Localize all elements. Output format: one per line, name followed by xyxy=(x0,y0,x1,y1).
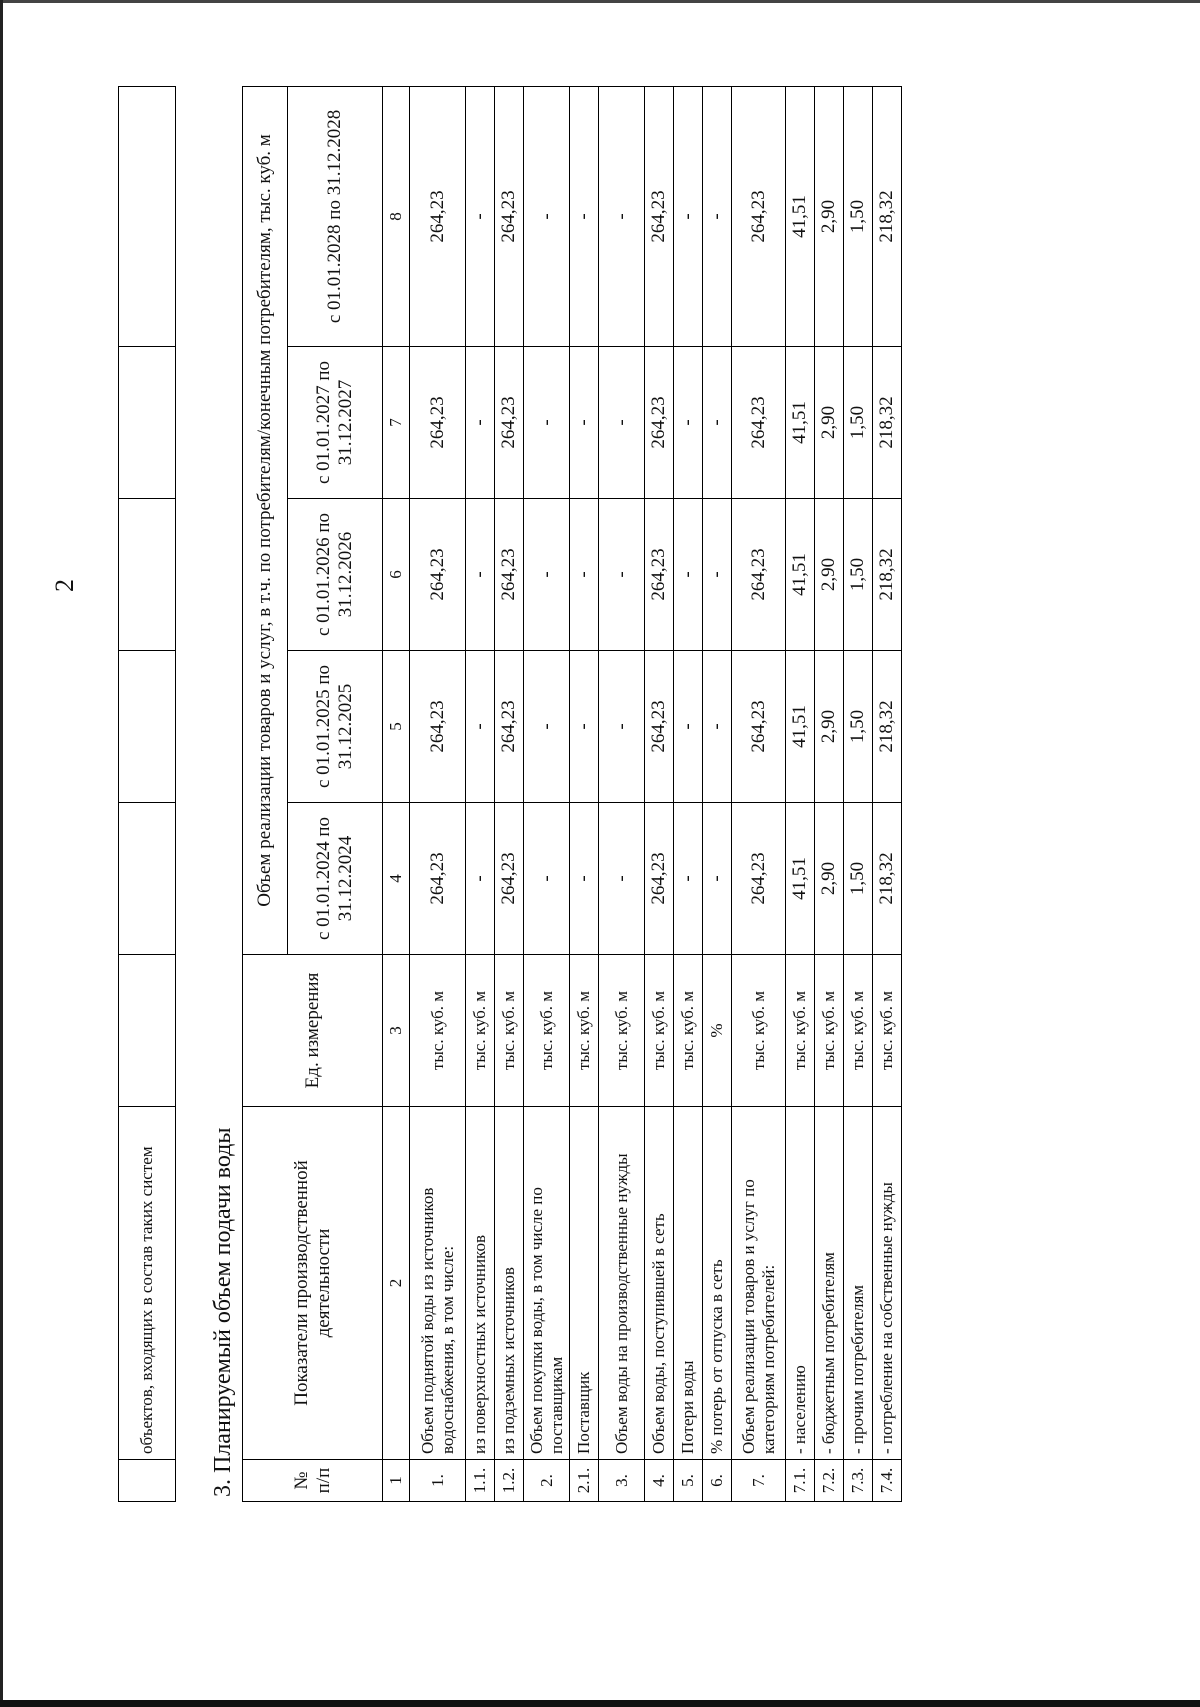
row-value: - xyxy=(466,86,495,346)
col-number: 4 xyxy=(383,802,410,954)
row-value: - xyxy=(570,802,599,954)
row-value: 264,23 xyxy=(732,650,786,802)
row-value: - xyxy=(524,86,570,346)
row-value: 264,23 xyxy=(732,346,786,498)
row-value: 264,23 xyxy=(410,802,466,954)
top-cell-empty xyxy=(119,803,176,955)
row-num: 5. xyxy=(674,1460,703,1502)
row-value: - xyxy=(466,650,495,802)
top-cell-text: объектов, входящих в состав таких систем xyxy=(119,1107,176,1460)
row-num: 7.1. xyxy=(786,1460,815,1502)
header-period: с 01.01.2026 по 31.12.2026 xyxy=(288,498,383,650)
table-row xyxy=(815,86,844,1501)
col-number: 5 xyxy=(383,650,410,802)
table-row xyxy=(570,86,599,1501)
row-num: 7.2. xyxy=(815,1460,844,1502)
col-number: 7 xyxy=(383,346,410,498)
row-value: - xyxy=(524,346,570,498)
row-value: 2,90 xyxy=(815,346,844,498)
row-value: - xyxy=(599,498,645,650)
table-row xyxy=(524,86,570,1501)
table-row xyxy=(844,86,873,1501)
row-value: 41,51 xyxy=(786,498,815,650)
row-value: - xyxy=(524,650,570,802)
row-value: 264,23 xyxy=(495,650,524,802)
header-group: Объем реализации товаров и услуг, в т.ч. по потребителям/конечным потребителям, тыс. куб. м xyxy=(243,86,288,954)
water-supply-table xyxy=(242,86,902,1502)
row-value: - xyxy=(674,650,703,802)
row-unit: тыс. куб. м xyxy=(599,954,645,1106)
row-num: 2.1. xyxy=(570,1460,599,1502)
row-value: 41,51 xyxy=(786,346,815,498)
table-row xyxy=(645,86,674,1501)
row-value: - xyxy=(524,802,570,954)
table-row xyxy=(703,86,732,1501)
row-value: 2,90 xyxy=(815,86,844,346)
row-unit: тыс. куб. м xyxy=(786,954,815,1106)
row-indicator: Объем покупки воды, в том числе по поставщикам xyxy=(524,1106,570,1459)
row-value: 218,32 xyxy=(873,86,902,346)
row-value: 1,50 xyxy=(844,650,873,802)
row-value: - xyxy=(599,86,645,346)
row-value: 264,23 xyxy=(495,86,524,346)
page-number: 2 xyxy=(50,579,79,592)
row-value: - xyxy=(703,86,732,346)
row-value: 41,51 xyxy=(786,86,815,346)
row-value: 264,23 xyxy=(732,498,786,650)
top-cell-empty xyxy=(119,499,176,651)
row-value: 264,23 xyxy=(410,86,466,346)
row-value: - xyxy=(599,802,645,954)
row-value: 264,23 xyxy=(495,802,524,954)
header-unit: Ед. измерения xyxy=(243,954,383,1106)
row-value: - xyxy=(674,346,703,498)
row-value: 264,23 xyxy=(645,650,674,802)
table-row xyxy=(599,86,645,1501)
row-unit: тыс. куб. м xyxy=(645,954,674,1106)
row-value: 218,32 xyxy=(873,650,902,802)
row-value: 2,90 xyxy=(815,498,844,650)
row-indicator: - потребление на собственные нужды xyxy=(873,1106,902,1459)
header-row-group xyxy=(243,86,288,1501)
header-period: с 01.01.2024 по 31.12.2024 xyxy=(288,802,383,954)
col-number: 8 xyxy=(383,86,410,346)
row-num: 7.4. xyxy=(873,1460,902,1502)
row-value: - xyxy=(674,498,703,650)
header-indicator: Показатели производственной деятельности xyxy=(243,1106,383,1459)
top-cell-empty xyxy=(119,651,176,803)
row-value: 264,23 xyxy=(645,86,674,346)
row-num: 3. xyxy=(599,1460,645,1502)
row-unit: тыс. куб. м xyxy=(732,954,786,1106)
row-indicator: из поверхностных источников xyxy=(466,1106,495,1459)
top-cell-empty xyxy=(119,347,176,499)
row-num: 7. xyxy=(732,1460,786,1502)
row-value: 264,23 xyxy=(645,346,674,498)
row-value: - xyxy=(570,86,599,346)
row-indicator: Объем воды, поступившей в сеть xyxy=(645,1106,674,1459)
table-row xyxy=(732,86,786,1501)
row-value: 264,23 xyxy=(410,650,466,802)
row-unit: тыс. куб. м xyxy=(844,954,873,1106)
table-row xyxy=(786,86,815,1501)
row-value: - xyxy=(466,346,495,498)
top-cell-empty xyxy=(119,955,176,1107)
row-value: 218,32 xyxy=(873,346,902,498)
row-value: 264,23 xyxy=(732,802,786,954)
top-cell-empty xyxy=(119,87,176,347)
row-indicator: Потери воды xyxy=(674,1106,703,1459)
row-num: 1. xyxy=(410,1460,466,1502)
row-unit: тыс. куб. м xyxy=(815,954,844,1106)
col-number: 2 xyxy=(383,1106,410,1459)
row-indicator: Поставщик xyxy=(570,1106,599,1459)
row-value: - xyxy=(524,498,570,650)
row-value: - xyxy=(570,650,599,802)
row-indicator: из подземных источников xyxy=(495,1106,524,1459)
row-unit: тыс. куб. м xyxy=(495,954,524,1106)
scan-border-bottom xyxy=(0,1700,1200,1707)
row-value: 264,23 xyxy=(495,498,524,650)
col-number: 1 xyxy=(383,1460,410,1502)
row-value: - xyxy=(674,86,703,346)
row-indicator: - бюджетным потребителям xyxy=(815,1106,844,1459)
table-row xyxy=(873,86,902,1501)
row-unit: тыс. куб. м xyxy=(674,954,703,1106)
header-period: с 01.01.2027 по 31.12.2027 xyxy=(288,346,383,498)
row-unit: тыс. куб. м xyxy=(466,954,495,1106)
row-num: 1.2. xyxy=(495,1460,524,1502)
row-value: 264,23 xyxy=(645,802,674,954)
row-value: 1,50 xyxy=(844,346,873,498)
row-value: 218,32 xyxy=(873,802,902,954)
column-numbers-row xyxy=(383,86,410,1501)
col-number: 3 xyxy=(383,954,410,1106)
row-value: - xyxy=(703,650,732,802)
row-value: 264,23 xyxy=(410,346,466,498)
row-unit: тыс. куб. м xyxy=(524,954,570,1106)
row-num: 2. xyxy=(524,1460,570,1502)
table-row xyxy=(674,86,703,1501)
row-num: 7.3. xyxy=(844,1460,873,1502)
row-indicator: Объем поднятой воды из источников водоснабжения, в том числе: xyxy=(410,1106,466,1459)
row-num: 1.1. xyxy=(466,1460,495,1502)
row-num: 4. xyxy=(645,1460,674,1502)
row-value: 1,50 xyxy=(844,802,873,954)
row-value: 1,50 xyxy=(844,86,873,346)
header-period: с 01.01.2028 по 31.12.2028 xyxy=(288,86,383,346)
row-value: 41,51 xyxy=(786,650,815,802)
row-indicator: - населению xyxy=(786,1106,815,1459)
row-value: - xyxy=(599,650,645,802)
row-value: - xyxy=(570,498,599,650)
row-unit: тыс. куб. м xyxy=(873,954,902,1106)
row-indicator: - прочим потребителям xyxy=(844,1106,873,1459)
row-indicator: % потерь от отпуска в сеть xyxy=(703,1106,732,1459)
row-num: 6. xyxy=(703,1460,732,1502)
row-unit: % xyxy=(703,954,732,1106)
row-value: 264,23 xyxy=(732,86,786,346)
row-indicator: Объем воды на производственные нужды xyxy=(599,1106,645,1459)
row-unit: тыс. куб. м xyxy=(570,954,599,1106)
header-period: с 01.01.2025 по 31.12.2025 xyxy=(288,650,383,802)
section-title: 3. Планируемый объем подачи воды xyxy=(210,1127,236,1497)
row-value: 2,90 xyxy=(815,650,844,802)
row-value: 218,32 xyxy=(873,498,902,650)
row-unit: тыс. куб. м xyxy=(410,954,466,1106)
row-value: 41,51 xyxy=(786,802,815,954)
row-value: - xyxy=(703,802,732,954)
table-row xyxy=(466,86,495,1501)
col-number: 6 xyxy=(383,498,410,650)
row-value: - xyxy=(466,802,495,954)
row-indicator: Объем реализации товаров и услуг по категориям потребителей: xyxy=(732,1106,786,1459)
table-row xyxy=(410,86,466,1501)
row-value: 1,50 xyxy=(844,498,873,650)
top-cell-num xyxy=(119,1460,176,1502)
row-value: - xyxy=(703,498,732,650)
row-value: - xyxy=(466,498,495,650)
row-value: - xyxy=(703,346,732,498)
header-num: № п/п xyxy=(243,1460,383,1502)
scan-border-top xyxy=(0,0,1200,3)
rotated-page-content xyxy=(0,52,1200,1592)
previous-table-fragment xyxy=(118,86,176,1502)
row-value: - xyxy=(674,802,703,954)
row-value: - xyxy=(570,346,599,498)
row-value: 264,23 xyxy=(495,346,524,498)
row-value: 264,23 xyxy=(410,498,466,650)
row-value: 264,23 xyxy=(645,498,674,650)
row-value: - xyxy=(599,346,645,498)
row-value: 2,90 xyxy=(815,802,844,954)
table-row xyxy=(495,86,524,1501)
